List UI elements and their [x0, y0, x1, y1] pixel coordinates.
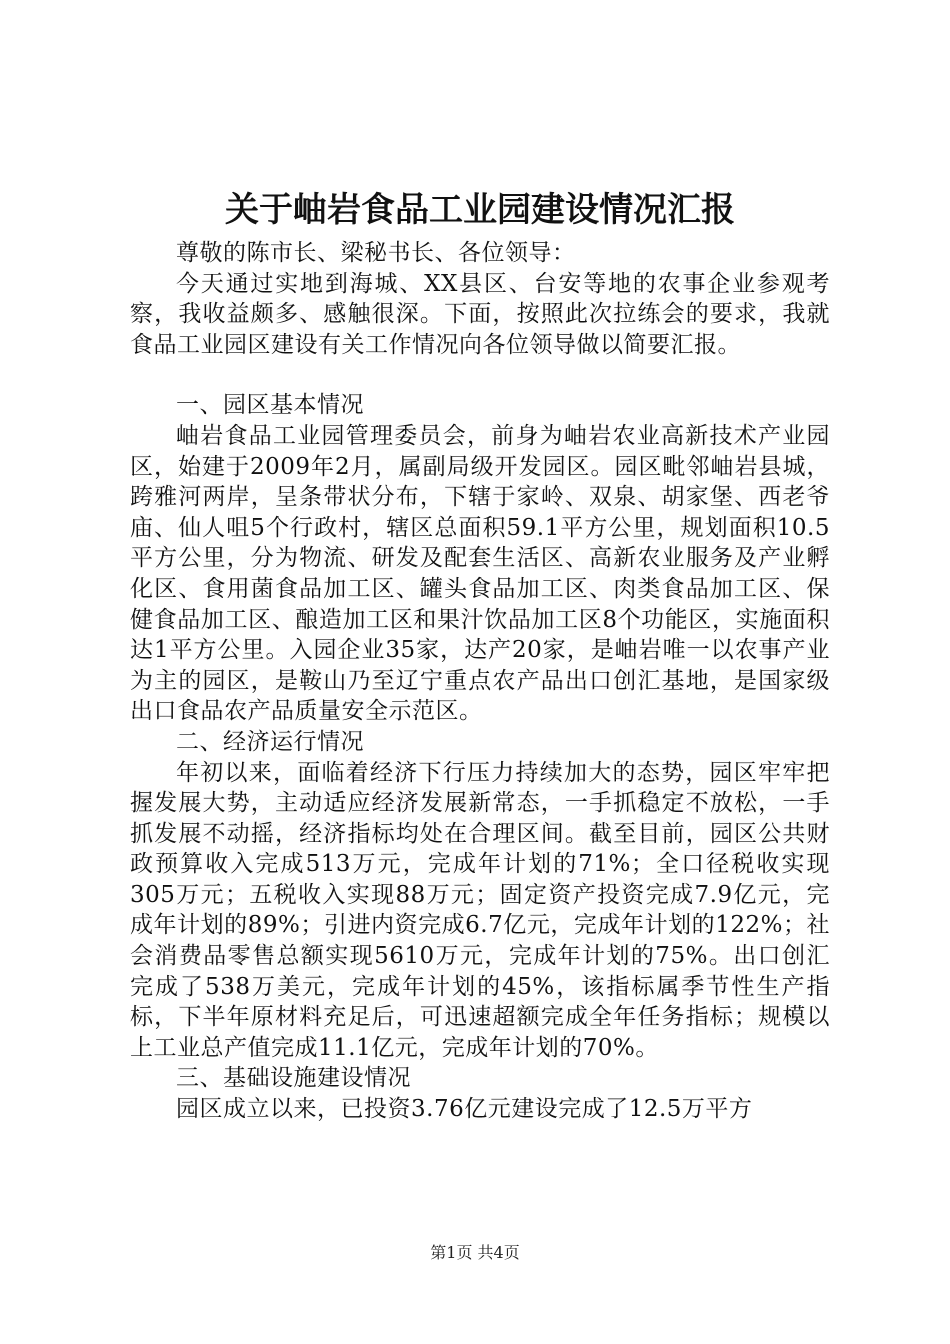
- salutation: 尊敬的陈市长、梁秘书长、各位领导：: [176, 240, 576, 266]
- intro-paragraph: 今天通过实地到海城、XX县区、台安等地的农事企业参观考察，我收益颇多、感触很深。下面，按照此次拉练会的要求，我就食品工业园区建设有关工作情况向各位领导做以简要汇报。: [130, 270, 830, 358]
- section-body-economy: 年初以来，面临着经济下行压力持续加大的态势，园区牢牢把握发展大势，主动适应经济发展新常态，一手抓稳定不放松，一手抓发展不动摇，经济指标均处在合理区间。截至目前，园区公共财政预算收入完成513万元，完成年计划的71%；全口径税收实现305万元；五税收入实现88万元；固定资产投资完成7.9亿元，完成年计划的89%；引进内资完成6.7亿元，完成年计划的122%；社会消费品零售总额实现5610万元，完成年计划的75%。出口创汇完成了538万美元，完成年计划的45%，该指标属季节性生产指标，下半年原材料充足后，可迅速超额完成全年任务指标；规模以上工业总产值完成11.1亿元，完成年计划的70%。: [130, 759, 830, 1061]
- section-heading-infrastructure: 三、基础设施建设情况: [176, 1065, 411, 1092]
- section-heading-economy: 二、经济运行情况: [176, 728, 364, 755]
- section-heading-basic: 一、园区基本情况: [176, 392, 364, 419]
- document-title: 关于岫岩食品工业园建设情况汇报: [225, 190, 735, 230]
- page-number: 第1页 共4页: [430, 1243, 520, 1262]
- section-body-infrastructure: 园区成立以来，已投资3.76亿元建设完成了12.5万平方: [176, 1096, 753, 1123]
- document-body: [130, 186, 830, 1125]
- paragraph-gap: [130, 360, 830, 390]
- section-body-basic: 岫岩食品工业园管理委员会，前身为岫岩农业高新技术产业园区，始建于2009年2月，属副局级开发园区。园区毗邻岫岩县城，跨雅河两岸，呈条带状分布，下辖于家岭、双泉、胡家堡、西老爷庙、仙人咀5个行政村，辖区总面积59.1平方公里，规划面积10.5平方公里，分为物流、研发及配套生活区、高新农业服务及产业孵化区、食用菌食品加工区、罐头食品加工区、肉类食品加工区、保健食品加工区、酿造加工区和果汁饮品加工区8个功能区，实施面积达1平方公里。入园企业35家，达产20家，是岫岩唯一以农事产业为主的园区，是鞍山乃至辽宁重点农产品出口创汇基地，是国家级出口食品农产品质量安全示范区。: [130, 422, 830, 725]
